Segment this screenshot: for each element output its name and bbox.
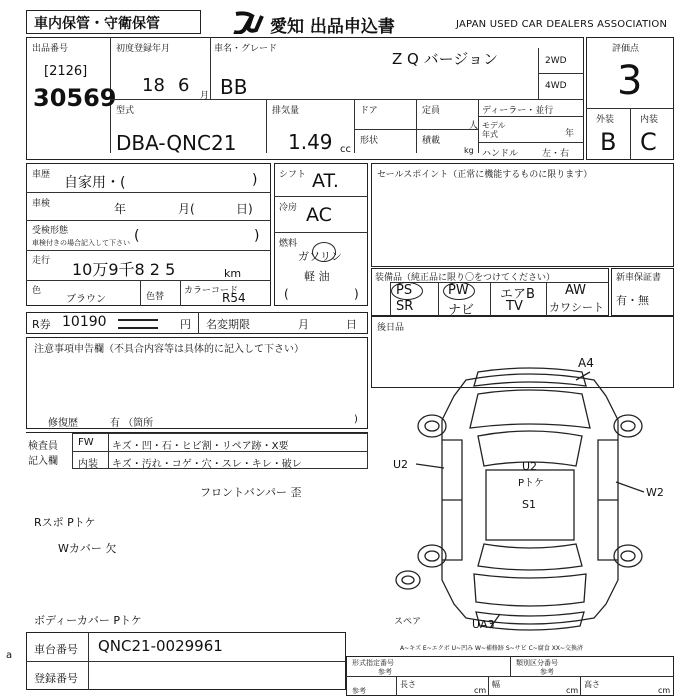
divider	[108, 433, 109, 469]
ju-logo	[232, 10, 270, 38]
divider	[274, 196, 368, 197]
width-label: 幅	[492, 680, 500, 689]
divider	[266, 99, 267, 153]
mark-u2-center: U2	[522, 460, 538, 473]
exterior-label: 外装	[596, 115, 615, 125]
year-unit: 年	[565, 129, 575, 139]
divider	[488, 676, 489, 696]
model-label: 型式	[116, 106, 135, 116]
height-label: 高さ	[584, 680, 600, 689]
width-unit: cm	[566, 686, 579, 695]
displacement-label: 排気量	[272, 106, 300, 116]
color-label: 色	[32, 286, 42, 296]
divider	[26, 220, 271, 221]
note-rear-spoiler: Rスポ Pトケ	[34, 516, 96, 529]
equipment-ps: PS	[396, 283, 413, 298]
divider	[478, 116, 584, 117]
divider	[110, 99, 584, 100]
form-number-label: 形式指定番号	[352, 659, 394, 667]
inspection-year-unit: 年	[114, 202, 127, 216]
recycle-yen: 円	[180, 318, 191, 331]
divider	[354, 99, 355, 153]
equipment-tv: TV	[506, 299, 523, 314]
first-reg-label: 初度登録年月	[116, 44, 171, 54]
notes-label: 注意事項申告欄（不具合内容等は具体的に記入して下さい）	[34, 344, 304, 355]
dealer-label: ディーラー・並行	[482, 106, 554, 116]
color-code-value: R54	[222, 291, 246, 305]
divider	[416, 99, 417, 153]
fw-label: FW	[78, 437, 94, 448]
cc-unit: cc	[340, 144, 351, 155]
ac-value: AC	[306, 204, 332, 226]
exterior-grade: B	[600, 128, 617, 156]
divider	[274, 232, 368, 233]
fuel-label: 燃料	[279, 239, 298, 249]
repair-history-value: 有 （箇所	[110, 418, 154, 429]
receiving-paren: (	[134, 228, 140, 244]
category-reference-label: 参考	[540, 668, 554, 676]
receiving-close: )	[254, 228, 260, 244]
margin-mark: a	[6, 650, 13, 661]
equipment-leather: カワシート	[549, 301, 604, 314]
lot-tag: [2126]	[44, 64, 88, 79]
entry-label: 記入欄	[28, 456, 58, 467]
divider	[26, 661, 346, 662]
storage-label: 車内保管・守衛保管	[34, 16, 160, 32]
name-change-month: 月	[298, 318, 309, 331]
spec-reference-label: 参考	[352, 687, 366, 695]
lot-number-label: 出品番号	[32, 44, 69, 54]
divider	[180, 280, 181, 306]
equipment-sr: SR	[396, 299, 414, 314]
color-value: ブラウン	[66, 294, 106, 305]
inspector-label: 検査員	[28, 441, 58, 452]
inspection-day-unit: 日)	[236, 202, 253, 216]
inspection-month-unit: 月(	[178, 202, 195, 216]
divider	[630, 108, 631, 160]
fuel-close: )	[354, 287, 359, 301]
divider	[490, 282, 491, 316]
association-name: JAPAN USED CAR DEALERS ASSOCIATION	[456, 19, 668, 30]
divider	[510, 656, 511, 676]
divider	[538, 73, 584, 74]
ps-circle-mark	[391, 282, 423, 300]
height-unit: cm	[658, 686, 671, 695]
reg-suffix: BB	[220, 75, 248, 99]
interior-defects: キズ・汚れ・コゲ・穴・スレ・キレ・破レ	[112, 459, 302, 470]
fuel-light-oil: 軽 油	[304, 270, 330, 283]
receiving-note: 車検付きの場合記入して下さい	[32, 239, 130, 247]
km-unit: km	[224, 267, 242, 280]
divider	[354, 129, 416, 130]
mileage-label: 走行	[32, 256, 51, 266]
load-unit: kg	[464, 146, 474, 155]
pw-circle-mark	[443, 282, 475, 300]
header-title: 愛知 出品申込書	[270, 17, 395, 37]
divider	[198, 312, 199, 334]
mark-a4: A4	[578, 356, 594, 370]
shift-label: シフト	[279, 170, 307, 180]
warranty-options: 有・無	[616, 294, 649, 307]
reg-year: 18	[142, 75, 165, 96]
ac-label: 冷房	[279, 203, 298, 213]
after-items-label: 後日品	[377, 323, 405, 333]
interior-label: 内装	[640, 115, 659, 125]
shape-label: 形状	[360, 136, 379, 146]
inspection-label: 車検	[32, 199, 51, 209]
interior-grade: C	[640, 128, 657, 156]
category-number-label: 類別区分番号	[516, 659, 558, 667]
history-label: 車歴	[32, 170, 51, 180]
month-unit: 月	[200, 91, 210, 101]
load-label: 積載	[422, 136, 441, 146]
chassis-label: 車台番号	[34, 643, 78, 656]
divider	[390, 282, 391, 316]
ju-logo-mark	[232, 10, 270, 34]
mark-ua3: UA3	[472, 618, 495, 631]
divider	[140, 280, 141, 306]
divider	[580, 676, 581, 696]
divider	[438, 282, 439, 316]
mark-u2-left: U2	[393, 458, 409, 471]
length-unit: cm	[474, 686, 487, 695]
drive-4wd: 4WD	[545, 81, 567, 91]
divider	[26, 280, 271, 281]
history-value: 自家用・(	[64, 175, 126, 191]
mark-s1: S1	[522, 498, 536, 511]
divider	[26, 192, 271, 193]
length-label: 長さ	[400, 680, 416, 689]
equipment-aw: AW	[565, 283, 587, 298]
repair-history-close: )	[354, 414, 358, 425]
receiving-label: 受検形態	[32, 226, 69, 236]
door-label: ドア	[360, 106, 378, 116]
form-reference-label: 参考	[378, 668, 392, 676]
name-grade-label: 車名・グレード	[214, 44, 278, 54]
name-change-day: 日	[346, 318, 357, 331]
damage-legend: A~キズ E~エクボ U~凹み W~補修跡 S~サビ C~腐食 XX~交換済	[400, 645, 583, 652]
note-front-bumper: フロントバンパー 歪	[200, 486, 302, 499]
score-label: 評価点	[612, 44, 640, 54]
model-year-label: モデル年式	[482, 121, 506, 139]
note-body-cover: ボディーカバー Pトケ	[34, 614, 142, 627]
repair-history-label: 修復歴	[48, 418, 78, 429]
fuel-paren: (	[284, 287, 289, 301]
registration-label: 登録番号	[34, 672, 78, 685]
mark-w2: W2	[646, 486, 664, 499]
recycle-label: R券	[32, 318, 51, 331]
capacity-label: 定員	[422, 106, 441, 116]
equipment-navi: ナビ	[448, 303, 475, 318]
lot-number: 30569	[33, 84, 117, 112]
equipment-label: 装備品（純正品に限り〇をつけてください）	[375, 273, 556, 283]
divider	[88, 632, 89, 690]
shift-value: AT.	[312, 170, 339, 192]
divider	[396, 676, 397, 696]
history-close: )	[252, 172, 258, 188]
divider	[26, 250, 271, 251]
drive-2wd: 2WD	[545, 56, 567, 66]
chassis-number: QNC21-0029961	[98, 637, 223, 655]
displacement-value: 1.49	[288, 130, 333, 154]
spare-label: スペア	[394, 617, 422, 627]
handle-label: ハンドル	[482, 149, 519, 159]
divider	[210, 37, 211, 99]
recycle-scribble	[118, 319, 158, 329]
divider	[546, 282, 547, 316]
divider	[416, 129, 478, 130]
recycle-amount: 10190	[62, 314, 107, 330]
interior-defect-label: 内装	[78, 459, 98, 470]
divider	[478, 99, 479, 153]
fuel-gasoline: ガソリン	[298, 250, 342, 263]
equipment-airbag: エアB	[500, 287, 535, 302]
score-value: 3	[617, 58, 643, 104]
model-value: DBA-QNC21	[116, 131, 237, 155]
warranty-label: 新車保証書	[616, 273, 662, 283]
divider	[478, 142, 584, 143]
note-wheel-cover: Wカバー 欠	[58, 542, 117, 555]
color-code-label: カラーコード	[184, 286, 239, 296]
mileage-value: 10万9千8 2 5	[72, 260, 176, 279]
name-change-label: 名変期限	[206, 318, 250, 331]
reg-month: 6	[178, 75, 190, 96]
grade-value: Z Q バージョン	[392, 50, 499, 68]
capacity-unit: 人	[469, 121, 479, 131]
handle-options: 左・右	[542, 149, 570, 159]
color-change-label: 色替	[146, 292, 165, 302]
exterior-defects: キズ・凹・石・ヒビ割・リペア跡・X要	[112, 441, 289, 452]
sales-point-label: セールスポイント（正常に機能するものに限ります）	[377, 170, 593, 180]
equipment-pw: PW	[448, 283, 469, 298]
mark-pitting: Pトケ	[518, 478, 544, 489]
